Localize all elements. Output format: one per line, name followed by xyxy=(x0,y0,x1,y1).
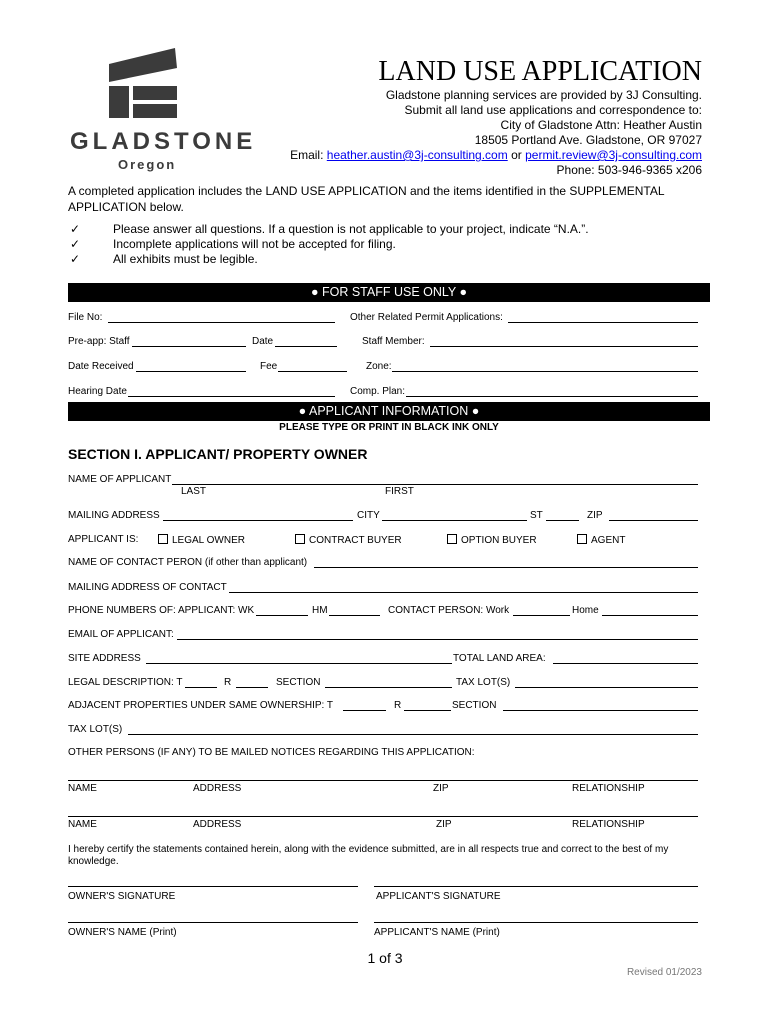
adjacent-section-label: SECTION xyxy=(452,700,497,711)
legal-section-field[interactable] xyxy=(325,687,452,688)
col-address-label: ADDRESS xyxy=(193,783,242,794)
logo-subtitle: Oregon xyxy=(118,157,177,172)
certify-text-1: I hereby certify the statements contained herein, along with the evidence submitted, are in all respects true and correct to the best of my xyxy=(68,844,669,855)
section-title: SECTION I. APPLICANT/ PROPERTY OWNER xyxy=(68,446,368,462)
legal-tax-lots-label: TAX LOT(S) xyxy=(456,677,511,688)
option-buyer-label: OPTION BUYER xyxy=(461,535,537,546)
intro-text-2: APPLICATION below. xyxy=(68,200,184,214)
staff-member-field[interactable] xyxy=(430,346,698,347)
adjacent-tax-lots-label: TAX LOT(S) xyxy=(68,724,123,735)
hm-label: HM xyxy=(312,605,328,616)
logo-mark-icon xyxy=(105,48,185,123)
contact-mailing-label: MAILING ADDRESS OF CONTACT xyxy=(68,582,227,593)
legal-description-label: LEGAL DESCRIPTION: T xyxy=(68,677,183,688)
col-name-label: NAME xyxy=(68,783,97,794)
logo-name: GLADSTONE xyxy=(70,128,257,155)
applicant-signature-label: APPLICANT'S SIGNATURE xyxy=(376,891,501,902)
mailing-address-label: MAILING ADDRESS xyxy=(68,510,160,521)
legal-r-label: R xyxy=(224,677,232,688)
site-address-field[interactable] xyxy=(146,663,452,664)
st-field[interactable] xyxy=(546,520,579,521)
intro-bullet: Incomplete applications will not be accepted for filing. xyxy=(113,237,396,251)
other-person-1-field[interactable] xyxy=(68,780,698,781)
applicant-name-print-label: APPLICANT'S NAME (Print) xyxy=(374,927,500,938)
legal-owner-label: LEGAL OWNER xyxy=(172,535,245,546)
date-received-field[interactable] xyxy=(136,371,246,372)
other-persons-label: OTHER PERSONS (IF ANY) TO BE MAILED NOTICES REGARDING THIS APPLICATION: xyxy=(68,747,475,758)
zip-label: ZIP xyxy=(587,510,603,521)
other-permits-field[interactable] xyxy=(508,322,698,323)
header-line1: Gladstone planning services are provided by 3J Consulting. xyxy=(385,88,702,102)
date-received-label: Date Received xyxy=(68,361,134,372)
city-field[interactable] xyxy=(382,520,527,521)
total-land-area-field[interactable] xyxy=(553,663,698,664)
applicant-info-bar: ● APPLICANT INFORMATION ● xyxy=(68,402,710,421)
contact-mailing-field[interactable] xyxy=(229,592,698,593)
staff-member-label: Staff Member: xyxy=(362,336,425,347)
revised-date: Revised 01/2023 xyxy=(626,967,702,978)
applicant-name-field[interactable] xyxy=(172,484,698,485)
file-no-label: File No: xyxy=(68,312,103,323)
date-field[interactable] xyxy=(275,346,337,347)
st-label: ST xyxy=(530,510,543,521)
legal-owner-checkbox[interactable] xyxy=(158,534,245,546)
zone-label: Zone: xyxy=(366,361,392,372)
col-zip-label: ZIP xyxy=(433,783,449,794)
other-permits-label: Other Related Permit Applications: xyxy=(350,312,503,323)
date-label: Date xyxy=(252,336,274,347)
check-icon: ✓ xyxy=(70,237,81,251)
adjacent-label: ADJACENT PROPERTIES UNDER SAME OWNERSHIP: T xyxy=(68,700,334,711)
col-relationship-label: RELATIONSHIP xyxy=(572,819,645,830)
adjacent-r-field[interactable] xyxy=(404,710,451,711)
file-no-field[interactable] xyxy=(108,322,335,323)
contract-buyer-label: CONTRACT BUYER xyxy=(309,535,402,546)
last-label: LAST xyxy=(181,486,207,497)
gladstone-logo xyxy=(105,48,185,123)
legal-r-field[interactable] xyxy=(236,687,268,688)
header-line4: 18505 Portland Ave. Gladstone, OR 97027 xyxy=(474,133,702,147)
legal-t-field[interactable] xyxy=(185,687,217,688)
email-label: Email: xyxy=(290,148,324,162)
owner-signature-label: OWNER'S SIGNATURE xyxy=(68,891,176,902)
applicant-signature-field[interactable] xyxy=(374,886,698,887)
first-label: FIRST xyxy=(385,486,414,497)
comp-plan-field[interactable] xyxy=(406,396,698,397)
preapp-label: Pre-app: Staff xyxy=(68,336,130,347)
email-applicant-field[interactable] xyxy=(177,639,698,640)
certify-text-2: knowledge. xyxy=(68,856,119,867)
agent-label: AGENT xyxy=(591,535,626,546)
page-title: LAND USE APPLICATION xyxy=(378,56,702,87)
adjacent-section-field[interactable] xyxy=(503,710,698,711)
other-person-2-field[interactable] xyxy=(68,816,698,817)
fee-label: Fee xyxy=(260,361,278,372)
legal-tax-lots-field[interactable] xyxy=(515,687,698,688)
col-name-label: NAME xyxy=(68,819,97,830)
ink-note: PLEASE TYPE OR PRINT IN BLACK INK ONLY xyxy=(279,422,499,433)
adjacent-r-label: R xyxy=(394,700,402,711)
email-or: or xyxy=(511,148,522,162)
preapp-field[interactable] xyxy=(132,346,246,347)
email-link-permit[interactable]: permit.review@3j-consulting.com xyxy=(525,148,702,162)
owner-name-field[interactable] xyxy=(68,922,358,923)
city-label: CITY xyxy=(357,510,380,521)
check-icon: ✓ xyxy=(70,252,81,266)
zip-field[interactable] xyxy=(609,520,698,521)
col-address-label: ADDRESS xyxy=(193,819,242,830)
header-phone: Phone: 503-946-9365 x206 xyxy=(556,163,702,177)
intro-text-1: A completed application includes the LAND USE APPLICATION and the items identified in the SUPPLEMENTAL xyxy=(68,184,665,198)
adjacent-t-field[interactable] xyxy=(343,710,386,711)
hearing-date-field[interactable] xyxy=(128,396,335,397)
hearing-date-label: Hearing Date xyxy=(68,386,127,397)
option-buyer-checkbox[interactable] xyxy=(447,534,537,546)
phone-numbers-label: PHONE NUMBERS OF: APPLICANT: WK xyxy=(68,605,255,616)
contact-home-field[interactable] xyxy=(602,615,698,616)
owner-signature-field[interactable] xyxy=(68,886,358,887)
header-email-line xyxy=(290,148,702,162)
contact-work-field[interactable] xyxy=(513,615,570,616)
owner-name-label: OWNER'S NAME (Print) xyxy=(68,927,177,938)
check-icon: ✓ xyxy=(70,222,81,236)
contract-buyer-checkbox[interactable] xyxy=(295,534,402,546)
phone-wk-field[interactable] xyxy=(256,615,308,616)
agent-checkbox[interactable] xyxy=(577,534,625,546)
intro-bullet: Please answer all questions. If a question is not applicable to your project, indicate “N.A.”. xyxy=(113,222,589,236)
home-label: Home xyxy=(572,605,599,616)
email-applicant-label: EMAIL OF APPLICANT: xyxy=(68,629,174,640)
col-zip-label: ZIP xyxy=(436,819,452,830)
site-address-label: SITE ADDRESS xyxy=(68,653,141,664)
zone-field[interactable] xyxy=(392,371,698,372)
contact-name-label: NAME OF CONTACT PERON (if other than applicant) xyxy=(68,557,308,568)
legal-section-label: SECTION xyxy=(276,677,321,688)
phone-hm-field[interactable] xyxy=(329,615,380,616)
page-number: 1 of 3 xyxy=(367,950,403,966)
contact-work-label: CONTACT PERSON: Work xyxy=(388,605,510,616)
intro-bullet: All exhibits must be legible. xyxy=(113,252,258,266)
staff-use-bar: ● FOR STAFF USE ONLY ● xyxy=(68,283,710,302)
email-link-heather[interactable]: heather.austin@3j-consulting.com xyxy=(326,148,508,162)
contact-name-field[interactable] xyxy=(314,567,698,568)
adjacent-tax-lots-field[interactable] xyxy=(128,734,698,735)
header-line2: Submit all land use applications and correspondence to: xyxy=(404,103,702,117)
mailing-address-field[interactable] xyxy=(163,520,353,521)
applicant-name-print-field[interactable] xyxy=(374,922,698,923)
fee-field[interactable] xyxy=(278,371,347,372)
comp-plan-label: Comp. Plan: xyxy=(350,386,406,397)
header-line3: City of Gladstone Attn: Heather Austin xyxy=(500,118,702,132)
col-relationship-label: RELATIONSHIP xyxy=(572,783,645,794)
name-of-applicant-label: NAME OF APPLICANT xyxy=(68,474,172,485)
applicant-is-label: APPLICANT IS: xyxy=(68,534,139,545)
total-land-area-label: TOTAL LAND AREA: xyxy=(453,653,546,664)
